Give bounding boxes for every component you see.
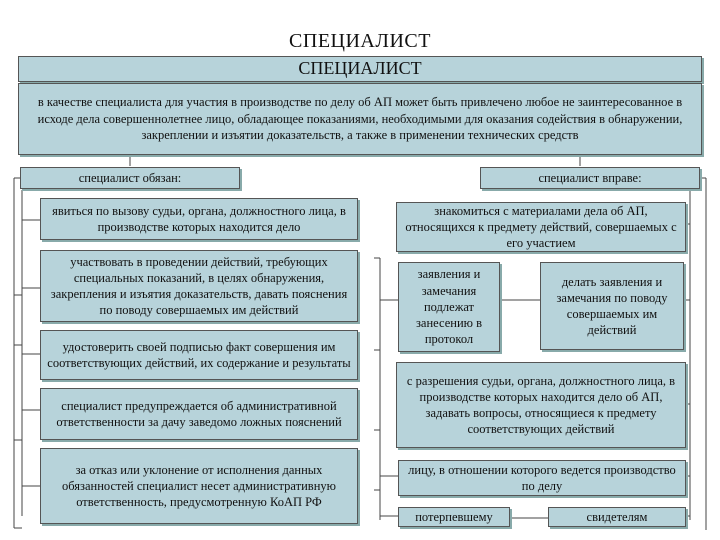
rights-item-victim: потерпевшему — [398, 507, 510, 527]
rights-item-witnesses: свидетелям — [548, 507, 686, 527]
rights-item-make-statements: делать заявления и замечания по поводу совершаемых им действий — [540, 262, 684, 350]
rights-item-ask-questions: с разрешения судьи, органа, должностного лица, в производстве которых находится дело об АП, задавать вопросы, относящиеся к предмету соответствующих действий — [396, 362, 686, 448]
obliged-item-sign: удостоверить своей подписью факт совершения им соответствующих действий, их содержание и результаты — [40, 330, 358, 380]
page-title: СПЕЦИАЛИСТ — [289, 30, 431, 52]
obliged-item-appear: явиться по вызову судьи, органа, должностного лица, в производстве которых находится дело — [40, 198, 358, 240]
definition-box: в качестве специалиста для участия в производстве по делу об АП может быть привлечено любое не заинтересованное в исходе дела совершеннолетнее лицо, обладающее показаниями, необходимыми для оказания содействия в обнаружении, закреплении и изъятии доказательств, а также в применении технических средств — [18, 83, 702, 155]
header-box: СПЕЦИАЛИСТ — [18, 56, 702, 82]
obliged-header: специалист обязан: — [20, 167, 240, 189]
rights-item-statements-recorded: заявления и замечания подлежат занесению в протокол — [398, 262, 500, 352]
rights-item-familiarize: знакомиться с материалами дела об АП, относящихся к предмету действий, совершаемых с его участием — [396, 202, 686, 252]
rights-header: специалист вправе: — [480, 167, 700, 189]
rights-item-person: лицу, в отношении которого ведется производство по делу — [398, 460, 686, 496]
obliged-item-participate: участвовать в проведении действий, требующих специальных показаний, в целях обнаружения, закрепления и изъятия доказательств, давать пояснения по поводу совершаемых им действий — [40, 250, 358, 322]
obliged-item-warning: специалист предупреждается об административной ответственности за дачу заведомо ложных пояснений — [40, 388, 358, 440]
obliged-item-liability: за отказ или уклонение от исполнения данных обязанностей специалист несет административную ответственность, предусмотренную КоАП РФ — [40, 448, 358, 524]
